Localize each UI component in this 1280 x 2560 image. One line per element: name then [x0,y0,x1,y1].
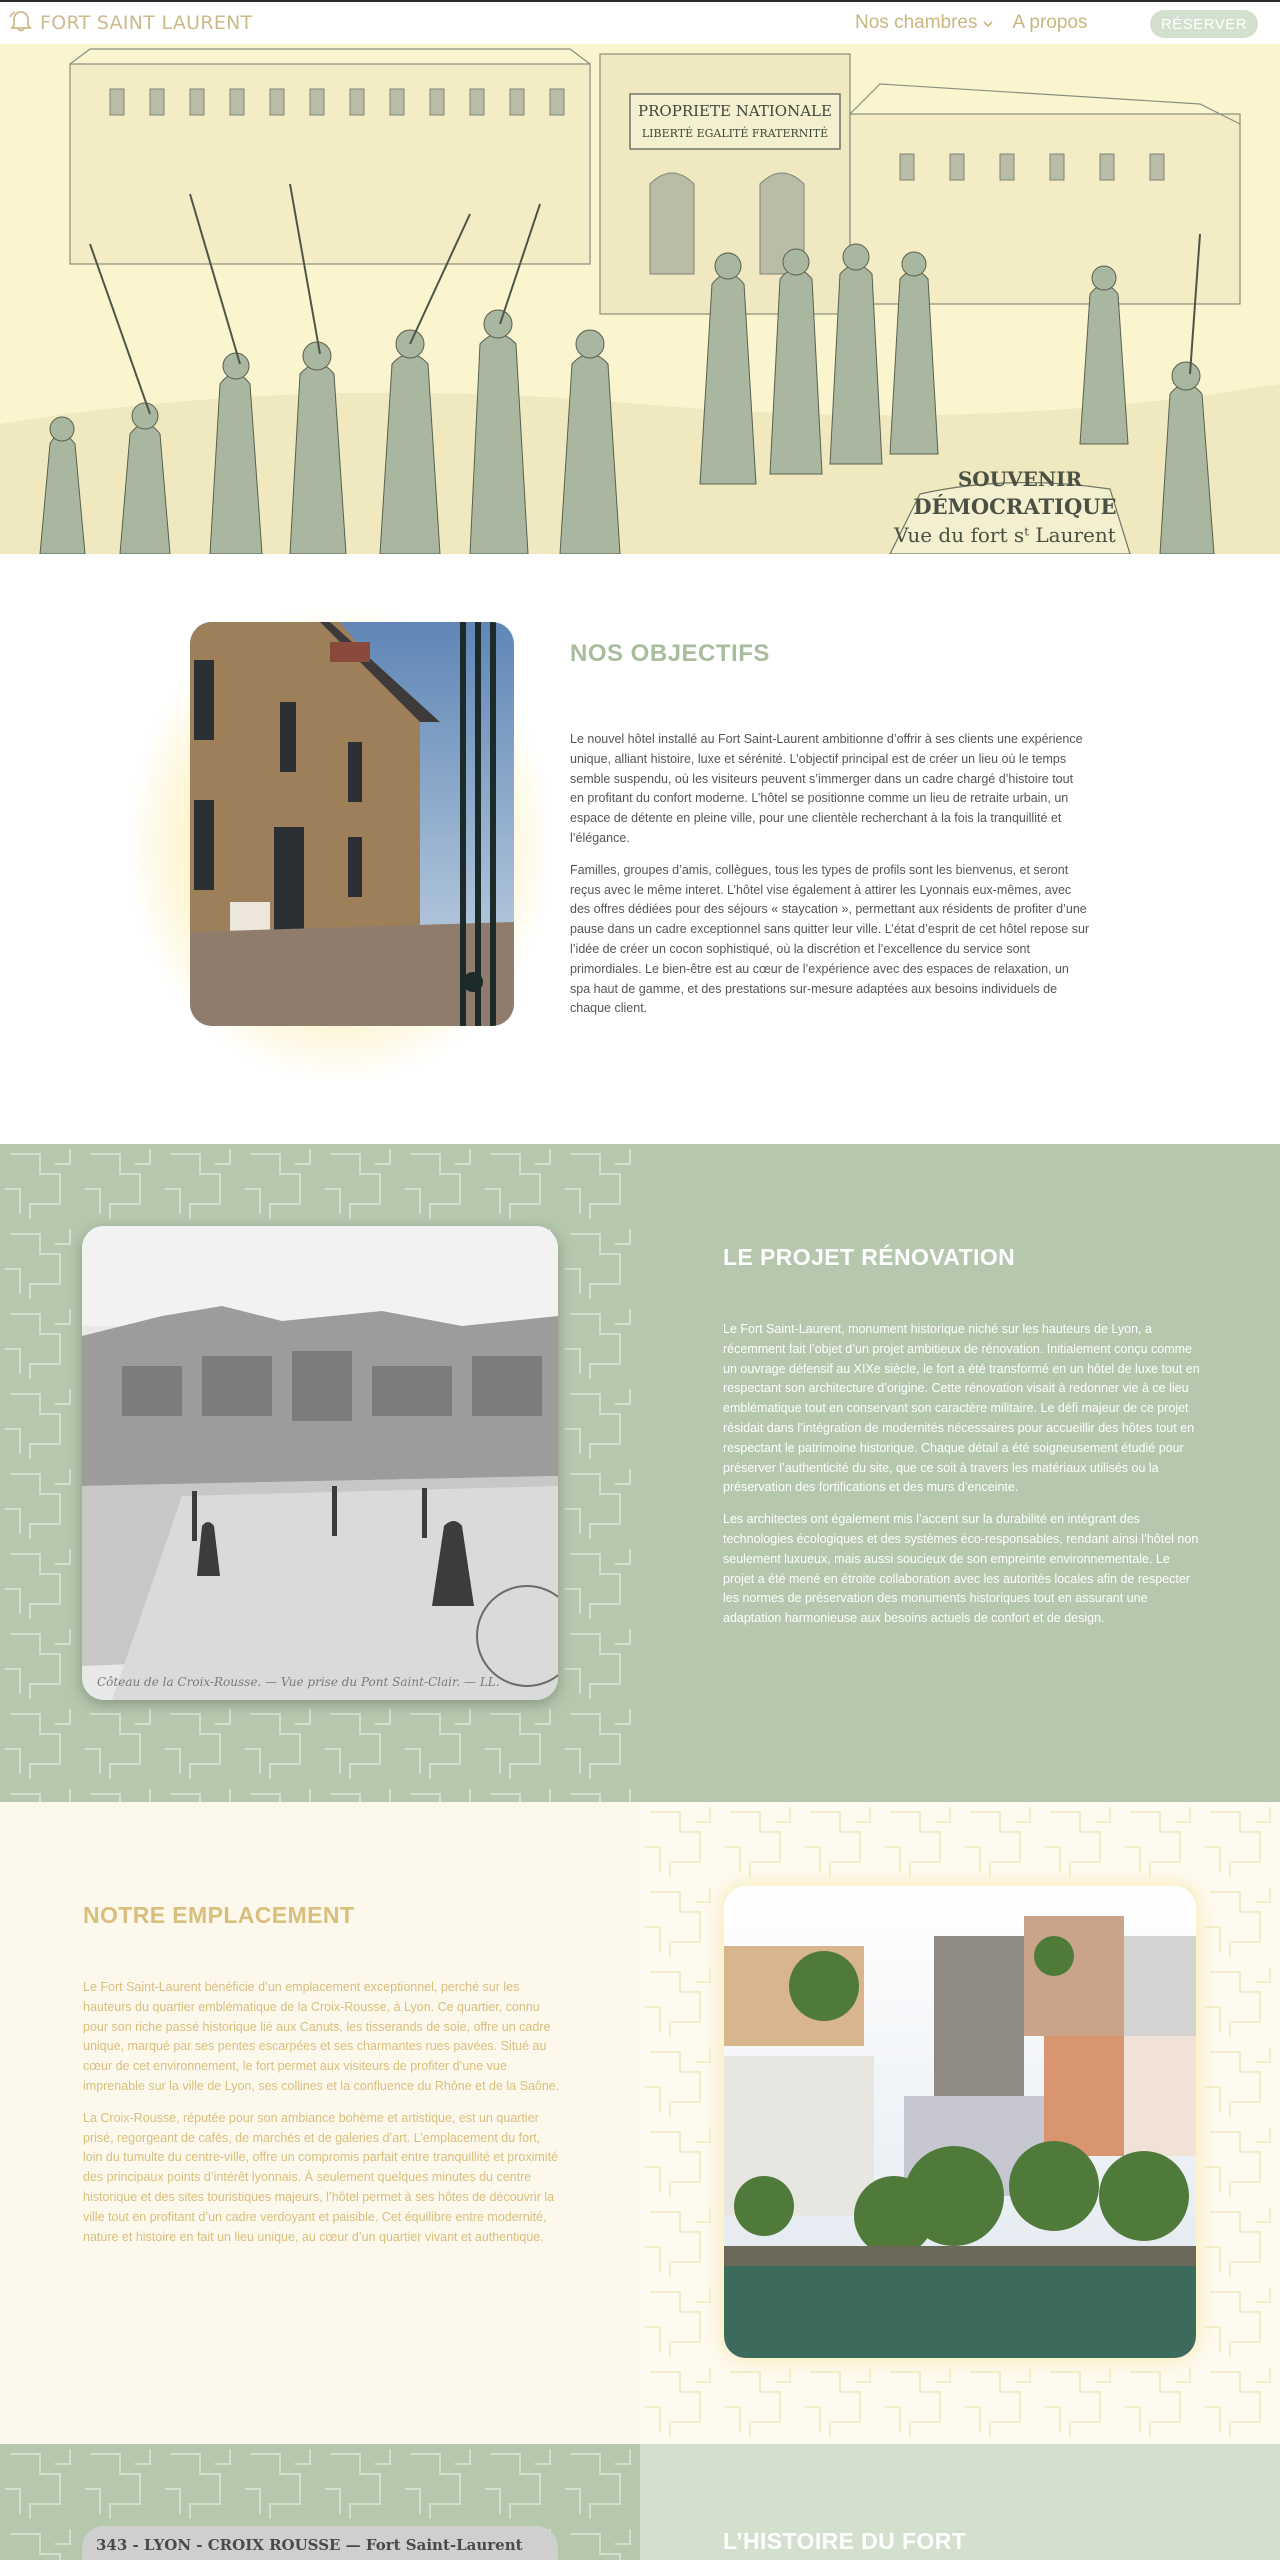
section-body [83,1978,563,2259]
hero-caption-line1: SOUVENIR [957,467,1083,491]
menu-item-nos-chambres[interactable] [855,12,993,34]
section-title: LE PROJET RÉNOVATION [723,1244,1016,1270]
main-menu [855,12,1088,34]
hero-engraving-illustration [0,44,1280,554]
section-histoire-image [0,2444,640,2560]
brand-logo[interactable] [8,10,253,36]
postcard-caption: 343 - LYON - CROIX ROUSSE — Fort Saint-Laurent [96,2536,523,2554]
section-renovation [640,1144,1280,1802]
section-objectifs [0,554,1280,1144]
hero-caption-line3: Vue du fort sᵗ Laurent [894,523,1116,547]
section-title: L’HISTOIRE DU FORT [723,2528,967,2554]
hero-caption-line2: DÉMOCRATIQUE [913,494,1117,519]
paragraph: Familles, groupes d’amis, collègues, tous les types de profils sont les bienvenus, et seront reçus avec le même interet. L’hôtel vise également à attirer les Lyonnais eux-mêmes, avec des offres dédiées pour des séjours « staycation », permettant aux résidents de profiter d’une pause dans un cadre exceptionnel sans quitter leur ville. L’état d’esprit de cet hôtel repose sur l’idée de créer un cocon sophistiqué, où la discrétion et l’excellence du service sont primordiales. Le bien-être est au cœur de l’expérience avec des espaces de relaxation, un spa haut de gamme, et des prestations sur-mesure adaptées aux besoins individuels de chaque client. [570,862,1090,1016]
section-title: NOS OBJECTIFS [570,640,770,667]
section-emplacement [0,1802,640,2444]
section-histoire [640,2444,1280,2560]
fort-postcard-photo [82,2526,558,2560]
menu-item-a-propos[interactable] [1013,12,1088,34]
bell-icon [8,9,34,38]
hero-sign-line1: PROPRIETE NATIONALE [638,102,832,120]
chevron-down-icon [983,12,993,34]
section-emplacement-image [640,1802,1280,2444]
section-body [570,730,1090,1031]
section-title: NOTRE EMPLACEMENT [83,1902,355,1928]
hero-engraving [0,44,1280,554]
navbar [0,2,1280,44]
section-body [723,1320,1203,1641]
menu-item-label: Nos chambres [855,12,978,33]
vintage-postcard-photo [82,1226,558,1700]
paragraph: Le Fort Saint-Laurent, monument historique niché sur les hauteurs de Lyon, a récemment fait l’objet d’un projet ambitieux de rénovation. Initialement conçu comme un ouvrage défensif au XIXe siècle, le fort a été transformé en un hôtel de luxe tout en respectant son architecture d’origine. Cette rénovation visait à redonner vie à ce lieu emblématique tout en conservant son caractère militaire. Le défi majeur de ce projet résidait dans l’intégration de modernités nécessaires pour accueillir des hôtes tout en respectant le patrimoine historique. Chaque détail a été soigneusement étudié pour préserver l’authenticité du site, que ce soit à travers les matériaux utilisés ou la préservation des fortifications et des murs d’enceinte. [723,1322,1200,1495]
fort-building-photo [190,622,514,1026]
croix-rousse-photo [724,1886,1196,2358]
hero-sign-line2: LIBERTÉ EGALITÉ FRATERNITÉ [641,127,829,140]
postcard-caption: Côteau de la Croix-Rousse. — Vue prise du Pont Saint-Clair. — LL. [97,1675,500,1689]
section-renovation-image [0,1144,640,1802]
paragraph: Le nouvel hôtel installé au Fort Saint-Laurent ambitionne d’offrir à ses clients une expérience unique, alliant histoire, luxe et sérénité. L’objectif principal est de créer un lieu où le temps semble suspendu, où les visiteurs peuvent s’immerger dans un cadre chargé d’histoire tout en profitant du confort moderne. L’hôtel se positionne comme un lieu de retraite urbain, un espace de détente en pleine ville, pour une clientèle recherchant à la fois la tranquillité et l’élégance. [570,732,1083,845]
menu-item-label: A propos [1012,12,1088,33]
paragraph: Les architectes ont également mis l’accent sur la durabilité en intégrant des technologies écologiques et des systèmes éco-responsables, rendant ainsi l’hôtel non seulement luxueux, mais aussi soucieux de son empreinte environnementale. Le projet a été mené en étroite collaboration avec les autorités locales afin de respecter les normes de préservation des monuments historiques tout en assurant une adaptation harmonieuse aux besoins actuels de confort et de design. [723,1512,1199,1626]
paragraph: La Croix-Rousse, réputée pour son ambiance bohème et artistique, est un quartier prisé, regorgeant de cafés, de marchés et de galeries d’art. L’emplacement du fort, loin du tumulte du centre-ville, offre un compromis parfait entre tranquillité et proximité des principaux points d’intérêt lyonnais. À seulement quelques minutes du centre historique et des sites touristiques majeurs, l’hôtel permet à ses hôtes de découvrir la ville tout en profitant d’un cadre verdoyant et paisible. Cet équilibre entre modernité, nature et histoire en fait un lieu unique, au cœur d’un quartier vivant et authentique. [83,2110,558,2244]
reserve-button[interactable]: RÉSERVER [1150,10,1258,38]
paragraph: Le Fort Saint-Laurent bénéficie d’un emplacement exceptionnel, perché sur les hauteurs du quartier emblématique de la Croix-Rousse, à Lyon. Ce quartier, connu pour son riche passé historique lié aux Canuts, les tisserands de soie, offre un cadre unique, marqué par ses pentes escarpées et ses charmantes rues pavées. Situé au cœur de cet environnement, le fort permet aux visiteurs de profiter d’une vue imprenable sur la ville de Lyon, ses collines et la confluence du Rhône et de la Saône. [83,1980,560,2093]
brand-name: FORT SAINT LAURENT [40,12,253,34]
